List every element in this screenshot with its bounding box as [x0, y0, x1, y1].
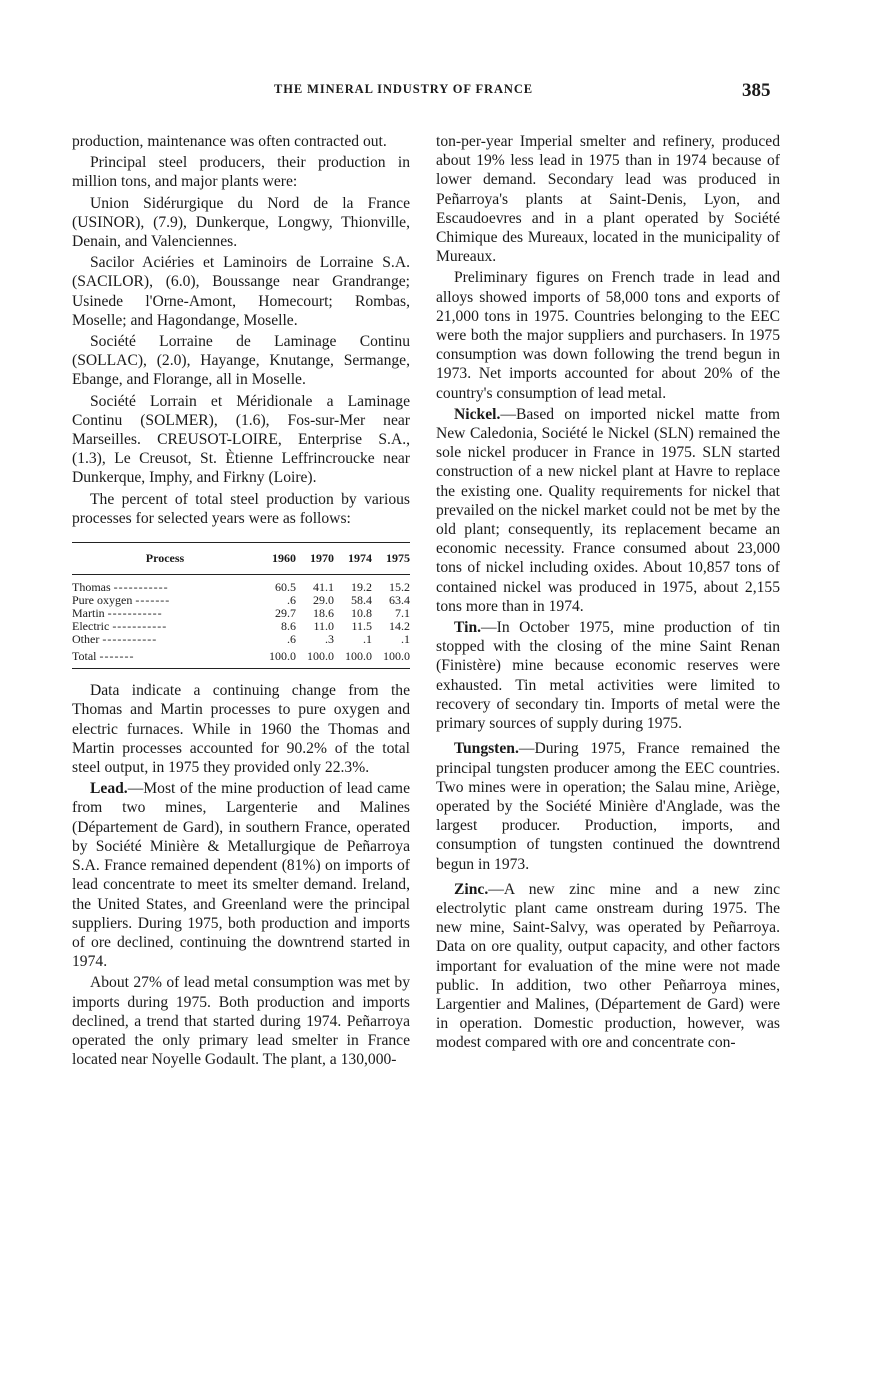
column-header: Process: [72, 543, 258, 575]
table-cell: .1: [401, 632, 410, 647]
paragraph: About 27% of lead metal consumption was met by imports during 1975. Both production and imports declined, a trend that started during 1974. Peñarroya operated the only primary lead smelter in France located near Noyelle Godault. The plant, a 130,000-: [72, 974, 410, 1069]
table-row: [72, 633, 410, 646]
table-cell: 8.6: [281, 619, 296, 634]
table-cell: 19.2: [351, 580, 372, 595]
table-cell: .3: [325, 632, 334, 647]
table-row: [72, 575, 410, 595]
table-cell: 7.1: [395, 606, 410, 621]
paragraph: Principal steel producers, their production in million tons, and major plants were:: [72, 154, 410, 191]
left-column: [72, 132, 410, 1071]
table-cell: 11.0: [313, 619, 334, 634]
plant-entry: Sacilor Aciéries et Laminoirs de Lorraine S.A. (SACILOR), (6.0), Boussange near Grandrange; Usinede l'Orne-Amont, Homecourt; Rombas, Moselle; and Hagondange, Moselle.: [72, 254, 410, 329]
table-cell: 11.5: [351, 619, 372, 634]
table-cell: 29.7: [275, 606, 296, 621]
table-cell: 18.6: [313, 606, 334, 621]
section-heading: Nickel.: [454, 405, 501, 423]
tungsten-section: Tungsten.—During 1975, France remained the principal tungsten producer among the EEC countries. Two mines were in operation; the Salau mine, Ariège, operated by the Société Minière d'Anglade, was the largest producer. Production, imports, and consumption of tungsten continued the downtrend begun in 1973.: [436, 740, 780, 873]
page-header: [0, 82, 884, 112]
column-header: 1960: [258, 543, 296, 575]
steel-process-table: [72, 542, 410, 669]
column-header: 1970: [296, 543, 334, 575]
column-header: 1974: [334, 543, 372, 575]
table-cell: 100.0: [296, 646, 334, 669]
table-cell: 58.4: [351, 593, 372, 608]
section-heading: Zinc.: [454, 880, 489, 898]
running-title: THE MINERAL INDUSTRY OF FRANCE: [274, 82, 533, 96]
lead-section: Lead.—Most of the mine production of lead came from two mines, Largenterie and Malines (Département de Gard), in southern France, operated by Société Minière & Metallurgique de Peñarroya S.A. France remained dependent (81%) on imports of lead concentrate to meet its smelter demand. Ireland, the United States, and Greenland were the principal suppliers. During 1975, both production and imports of ore declined, continuing the downtrend started in 1974.: [72, 780, 410, 971]
table-cell: 100.0: [334, 646, 372, 669]
section-heading: Lead.: [90, 780, 128, 798]
process-name: Electric -----------: [72, 619, 168, 634]
table-cell: 10.8: [351, 606, 372, 621]
table-cell: 41.1: [313, 580, 334, 595]
table-cell: .1: [363, 632, 372, 647]
process-name: Thomas -----------: [72, 580, 169, 595]
paragraph: production, maintenance was often contracted out.: [72, 133, 387, 150]
table-cell: 100.0: [258, 646, 296, 669]
paragraph: ton-per-year Imperial smelter and refinery, produced about 19% less lead in 1975 than in 1974 because of lower demand. Secondary lead was produced in Peñarroya's plants at Saint-Denis, Lyon, and Escaudoevres and in a plant operated by Société Chimique des Mureaux, located in the municipality of Mureaux.: [436, 133, 780, 266]
process-name: Other -----------: [72, 632, 158, 647]
plant-entry: Société Lorraine de Laminage Continu (SOLLAC), (2.0), Hayange, Knutange, Sermange, Ebange, and Florange, all in Moselle.: [72, 333, 410, 389]
table-cell: 63.4: [389, 593, 410, 608]
tin-section: Tin.—In October 1975, mine production of tin stopped with the closing of the mine Saint Renan (Finistère) mine because economic reserves were exhausted. Tin metal activities were limited to recovery of secondary tin. Imports of metal were the primary sources of supply during 1975.: [436, 619, 780, 733]
nickel-section: Nickel.—Based on imported nickel matte from New Caledonia, Société le Nickel (SLN) remained the sole nickel producer in France in 1975. SLN started construction of a new nickel plant at Havre to replace the existing one. Quality requirements for nickel that prevailed on the nickel market could not be met by the old plant; consequently, its replacement became an economic necessity. France consumed about 23,000 tons of nickel including oxides. About 10,857 tons of contained nickel was produced in 1975, about 2,155 tons more than in 1974.: [436, 405, 780, 615]
table-total-row: [72, 646, 410, 669]
process-name: Martin -----------: [72, 606, 163, 621]
table-cell: .6: [287, 632, 296, 647]
zinc-section: Zinc.—A new zinc mine and a new zinc electrolytic plant came onstream during 1975. The new mine, Saint-Salvy, was operated by Peñarroya. Data on ore quality, output capacity, and other factors important for evaluation of the mine were not made public. In addition, two other Peñarroya mines, Largentier and Malines, (Département de Gard) were in operation. Domestic production, however, was modest compared with ore and concentrate con-: [436, 880, 780, 1052]
paragraph: The percent of total steel production by various processes for selected years were as follows:: [72, 490, 410, 527]
table-cell: 29.0: [313, 593, 334, 608]
table-cell: 15.2: [389, 580, 410, 595]
plant-entry: Société Lorrain et Méridionale a Laminage Continu (SOLMER), (1.6), Fos-sur-Mer near Marseilles. CREUSOT-LOIRE, Enterprise S.A., (1.3), Le Creusot, St. Ètienne Leffrincroucke near Dunkerque, Imphy, and Firkny (Loire).: [72, 392, 410, 487]
column-header: 1975: [372, 543, 410, 575]
page-number: 385: [742, 80, 771, 101]
table-header-row: [72, 543, 410, 575]
process-name: Total -------: [72, 646, 258, 669]
table-cell: 14.2: [389, 619, 410, 634]
paragraph: Preliminary figures on French trade in lead and alloys showed imports of 58,000 tons and exports of 21,000 tons in 1975. Countries belonging to the EEC were both the major suppliers and purchasers. In 1975 consumption was down following the trend begun in 1973. Net imports accounted for about 20% of the country's consumption of lead metal.: [436, 269, 780, 402]
table-cell: .6: [287, 593, 296, 608]
right-column: [436, 132, 780, 1055]
paragraph: Data indicate a continuing change from the Thomas and Martin processes to pure oxygen and electric furnaces. While in 1960 the Thomas and Martin processes accounted for 90.2% of the total steel output, in 1975 they provided only 22.3%.: [72, 682, 410, 777]
process-name: Pure oxygen -------: [72, 593, 171, 608]
table-cell: 100.0: [372, 646, 410, 669]
plant-entry: Union Sidérurgique du Nord de la France (USINOR), (7.9), Dunkerque, Longwy, Thionville, Denain, and Valenciennes.: [72, 194, 410, 251]
section-heading: Tin.: [454, 619, 482, 637]
table-cell: 60.5: [275, 580, 296, 595]
section-heading: Tungsten.: [454, 740, 519, 758]
